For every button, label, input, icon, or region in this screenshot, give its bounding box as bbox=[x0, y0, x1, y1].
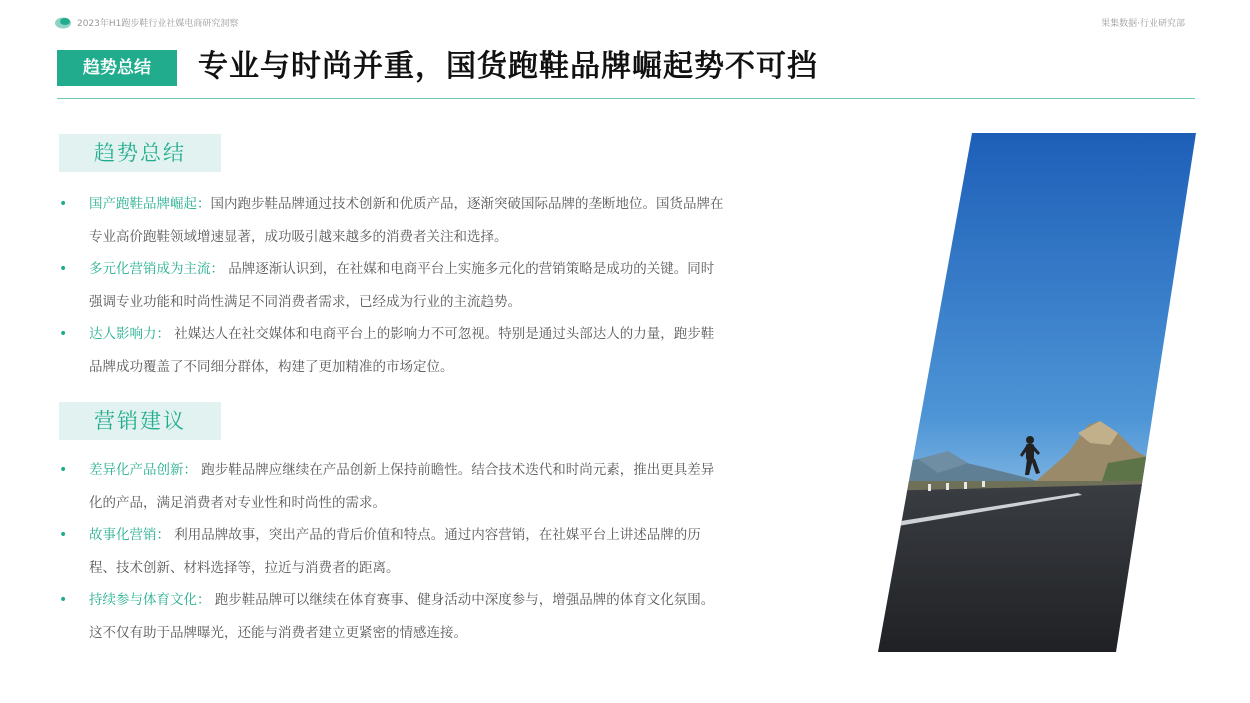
item-text: 利用品牌故事，突出产品的背后价值和特点。通过内容营销，在社媒平台上讲述品牌的历程、技术创新、材料选择等，拉近与消费者的距离。 bbox=[89, 527, 701, 576]
list-item bbox=[57, 318, 727, 383]
item-text: 国内跑步鞋品牌通过技术创新和优质产品，逐渐突破国际品牌的垄断地位。国货品牌在专业高价跑鞋领域增速显著，成功吸引越来越多的消费者关注和选择。 bbox=[89, 196, 724, 245]
list-item bbox=[57, 253, 727, 318]
section-heading-suggestions: 营销建议 bbox=[59, 402, 221, 440]
item-text: 品牌逐渐认识到，在社媒和电商平台上实施多元化的营销策略是成功的关键。同时强调专业功能和时尚性满足不同消费者需求，已经成为行业的主流趋势。 bbox=[89, 261, 715, 310]
list-item bbox=[57, 188, 727, 253]
item-keyword: 国产跑鞋品牌崛起： bbox=[89, 196, 211, 212]
title-tag: 趋势总结 bbox=[57, 50, 177, 86]
runner-photo bbox=[878, 133, 1196, 652]
report-name: 2023年H1跑步鞋行业社媒电商研究洞察 bbox=[77, 19, 239, 29]
brand-logo-icon bbox=[55, 17, 71, 29]
item-keyword: 多元化营销成为主流： bbox=[89, 261, 224, 277]
item-text: 跑步鞋品牌可以继续在体育赛事、健身活动中深度参与，增强品牌的体育文化氛围。这不仅有助于品牌曝光，还能与消费者建立更紧密的情感连接。 bbox=[89, 592, 715, 641]
suggestion-list bbox=[57, 454, 727, 649]
item-keyword: 故事化营销： bbox=[89, 527, 170, 543]
list-item bbox=[57, 454, 727, 519]
list-item bbox=[57, 584, 727, 649]
item-keyword: 持续参与体育文化： bbox=[89, 592, 211, 608]
item-keyword: 达人影响力： bbox=[89, 326, 170, 342]
top-bar bbox=[55, 17, 1185, 31]
title-divider bbox=[57, 98, 1195, 99]
item-keyword: 差异化产品创新： bbox=[89, 462, 197, 478]
item-text: 跑步鞋品牌应继续在产品创新上保持前瞻性。结合技术迭代和时尚元素，推出更具差异化的产品，满足消费者对专业性和时尚性的需求。 bbox=[89, 462, 715, 511]
source-label: 果集数据·行业研究部 bbox=[1101, 19, 1185, 29]
list-item bbox=[57, 519, 727, 584]
page-title: 专业与时尚并重，国货跑鞋品牌崛起势不可挡 bbox=[198, 49, 818, 84]
item-text: 社媒达人在社交媒体和电商平台上的影响力不可忽视。特别是通过头部达人的力量，跑步鞋品牌成功覆盖了不同细分群体，构建了更加精准的市场定位。 bbox=[89, 326, 715, 375]
section-heading-trends: 趋势总结 bbox=[59, 134, 221, 172]
trend-list bbox=[57, 188, 727, 383]
